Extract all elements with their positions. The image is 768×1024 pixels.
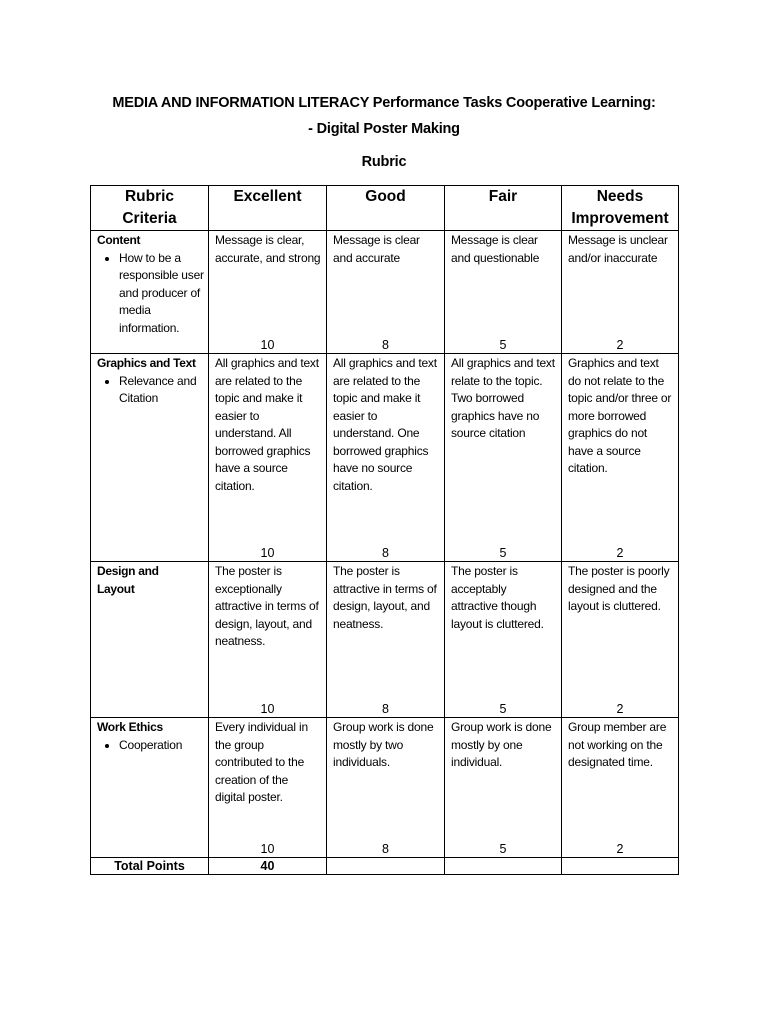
descriptor-text: The poster is exceptionally attractive in terms of design, layout, and neatness. xyxy=(215,564,319,648)
descriptor-text: All graphics and text relate to the topic. Two borrowed graphics have no source citation xyxy=(451,356,555,440)
score-value: 5 xyxy=(499,842,507,856)
descriptor-text: Message is unclear and/or inaccurate xyxy=(568,233,668,265)
criterion-bullet: • How to be a responsible user and producer of media information. xyxy=(119,250,204,338)
score-value: 2 xyxy=(616,546,624,560)
descriptor-text: All graphics and text are related to the topic and make it easier to understand. All borrowed graphics have a source citation. xyxy=(215,356,319,493)
good-cell xyxy=(327,231,445,354)
criterion-name: Work Ethics xyxy=(97,720,163,734)
criterion-bullet: • Cooperation xyxy=(119,737,204,755)
good-cell xyxy=(327,718,445,858)
descriptor-text: Message is clear and accurate xyxy=(333,233,420,265)
total-empty-cell xyxy=(327,858,445,875)
good-cell xyxy=(327,562,445,718)
descriptor-text: Group member are not working on the designated time. xyxy=(568,720,667,769)
score-value: 2 xyxy=(616,842,624,856)
table-row xyxy=(91,231,679,354)
fair-cell xyxy=(445,354,562,562)
criterion-cell xyxy=(91,562,209,718)
descriptor-text: Graphics and text do not relate to the topic and/or three or more borrowed graphics do not have a source citation. xyxy=(568,356,672,475)
criterion-bullets xyxy=(91,373,208,408)
criterion-bullets xyxy=(91,250,208,338)
descriptor-text: Every individual in the group contributed to the creation of the digital poster. xyxy=(215,720,308,804)
header-excellent: Excellent xyxy=(209,186,327,231)
descriptor-text: Message is clear, accurate, and strong xyxy=(215,233,321,265)
total-empty-cell xyxy=(562,858,679,875)
descriptor-text: All graphics and text are related to the topic and make it easier to understand. One borrowed graphics have no source citation. xyxy=(333,356,437,493)
total-row xyxy=(91,858,679,875)
needs-improvement-cell xyxy=(562,354,679,562)
fair-cell xyxy=(445,231,562,354)
excellent-cell xyxy=(209,231,327,354)
criterion-cell xyxy=(91,231,209,354)
criterion-name: Design and Layout xyxy=(97,564,159,596)
header-good: Good xyxy=(327,186,445,231)
table-row xyxy=(91,718,679,858)
criterion-bullets xyxy=(91,737,208,755)
total-points-label: Total Points xyxy=(91,858,209,875)
score-value: 10 xyxy=(260,702,275,716)
descriptor-text: The poster is attractive in terms of design, layout, and neatness. xyxy=(333,564,437,631)
criterion-cell xyxy=(91,718,209,858)
needs-improvement-cell xyxy=(562,562,679,718)
criterion-bullet: • Relevance and Citation xyxy=(119,373,204,408)
rubric-table xyxy=(90,185,679,875)
criterion-name: Graphics and Text xyxy=(97,356,196,370)
header-criteria: Rubric Criteria xyxy=(91,186,209,231)
header-row xyxy=(91,186,679,231)
excellent-cell xyxy=(209,562,327,718)
score-value: 5 xyxy=(499,546,507,560)
total-points-value: 40 xyxy=(209,858,327,875)
score-value: 5 xyxy=(499,338,507,352)
fair-cell xyxy=(445,718,562,858)
score-value: 8 xyxy=(382,546,389,560)
score-value: 8 xyxy=(382,702,389,716)
document-subtitle: - Digital Poster Making xyxy=(308,121,460,137)
good-cell xyxy=(327,354,445,562)
criterion-cell xyxy=(91,354,209,562)
descriptor-text: Group work is done mostly by two individuals. xyxy=(333,720,434,769)
table-row xyxy=(91,562,679,718)
excellent-cell xyxy=(209,354,327,562)
rubric-heading: Rubric xyxy=(361,154,407,170)
fair-cell xyxy=(445,562,562,718)
score-value: 10 xyxy=(260,546,275,560)
criterion-name: Content xyxy=(97,233,141,247)
descriptor-text: Group work is done mostly by one individual. xyxy=(451,720,552,769)
needs-improvement-cell xyxy=(562,231,679,354)
header-needs-improvement: Needs Improvement xyxy=(562,186,679,231)
score-value: 8 xyxy=(382,338,389,352)
score-value: 2 xyxy=(616,702,624,716)
document-title: MEDIA AND INFORMATION LITERACY Performance Tasks Cooperative Learning: xyxy=(112,95,656,111)
score-value: 2 xyxy=(616,338,624,352)
score-value: 5 xyxy=(499,702,507,716)
descriptor-text: Message is clear and questionable xyxy=(451,233,540,265)
score-value: 10 xyxy=(260,842,275,856)
descriptor-text: The poster is acceptably attractive though layout is cluttered. xyxy=(451,564,544,631)
score-value: 8 xyxy=(382,842,389,856)
descriptor-text: The poster is poorly designed and the layout is cluttered. xyxy=(568,564,670,613)
needs-improvement-cell xyxy=(562,718,679,858)
excellent-cell xyxy=(209,718,327,858)
header-fair: Fair xyxy=(445,186,562,231)
table-row xyxy=(91,354,679,562)
score-value: 10 xyxy=(260,338,275,352)
total-empty-cell xyxy=(445,858,562,875)
